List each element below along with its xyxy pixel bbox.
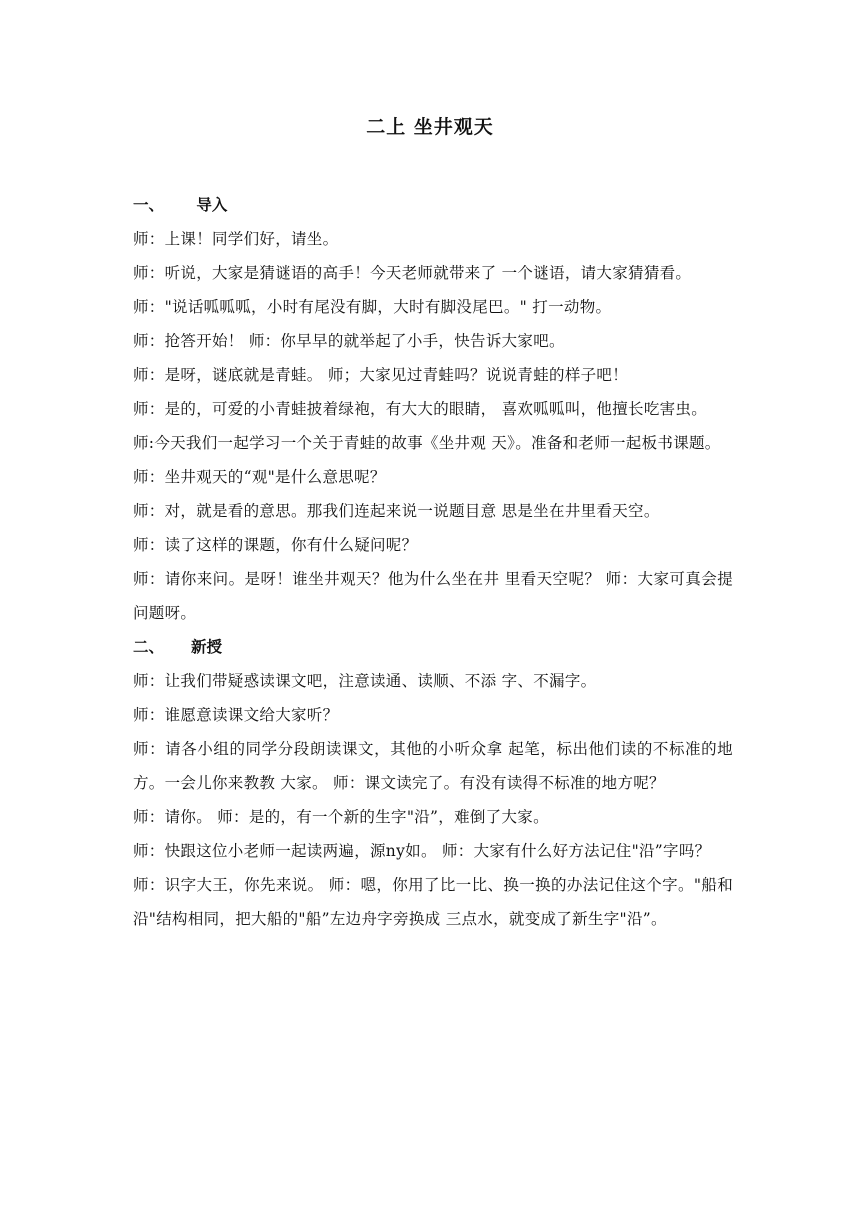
paragraph: 师："说话呱呱呱，小时有尾没有脚，大时有脚没尾巴。" 打一动物。 bbox=[133, 298, 612, 316]
paragraph: 师：请各小组的同学分段朗读课文，其他的小听众拿 起笔，标出他们读的不标准的地方。一会儿你来教教 大家。 师：课文读完了。有没有读得不标准的地方呢？ bbox=[133, 740, 733, 792]
page-title: 二上 坐井观天 bbox=[366, 116, 494, 138]
paragraph: 师：对，就是看的意思。那我们连起来说一说题目意 思是坐在井里看天空。 bbox=[133, 502, 660, 520]
paragraph: 师：读了这样的课题，你有什么疑问呢？ bbox=[133, 536, 418, 554]
paragraph: 师：坐井观天的“观"是什么意思呢？ bbox=[133, 468, 386, 486]
paragraph: 师：是呀，谜底就是青蛙。 师；大家见过青蛙吗？说说青蛙的样子吧！ bbox=[133, 366, 629, 384]
paragraph: 师:今天我们一起学习一个关于青蛙的故事《坐井观 天》。准备和老师一起板书课题。 bbox=[133, 434, 721, 452]
paragraph: 师：上课！同学们好，请坐。 bbox=[133, 230, 339, 248]
paragraph: 师：快跟这位小老师一起读两遍，源ny如。 师：大家有什么好方法记住"沿”字吗？ bbox=[133, 842, 711, 860]
paragraph: 师：让我们带疑惑读课文吧，注意读通、读顺、不添 字、不漏字。 bbox=[133, 672, 597, 690]
section-heading-new-lesson: 二、 新授 bbox=[133, 638, 222, 656]
paragraph: 师：请你来问。是呀！谁坐井观天？他为什么坐在井 里看天空呢？ 师：大家可真会提问题呀。 bbox=[133, 570, 733, 622]
paragraph: 师：是的，可爱的小青蛙披着绿袍，有大大的眼睛， 喜欢呱呱叫，他擅长吃害虫。 bbox=[133, 400, 708, 418]
paragraph: 师：听说，大家是猜谜语的高手！今天老师就带来了 一个谜语，请大家猜猜看。 bbox=[133, 264, 692, 282]
document-body bbox=[133, 188, 733, 936]
paragraph: 师：抢答开始！ 师：你早早的就举起了小手，快告诉大家吧。 bbox=[133, 332, 565, 350]
paragraph: 师：识字大王，你先来说。 师：嗯，你用了比一比、换一换的办法记住这个字。"船和沿"结构相同，把大船的"船”左边舟字旁换成 三点水，就变成了新生字"沿”。 bbox=[133, 876, 733, 928]
paragraph: 师：谁愿意读课文给大家听？ bbox=[133, 706, 339, 724]
section-heading-intro: 一、 导入 bbox=[133, 196, 228, 214]
paragraph: 师：请你。 师：是的，有一个新的生字"沿”，难倒了大家。 bbox=[133, 808, 549, 826]
